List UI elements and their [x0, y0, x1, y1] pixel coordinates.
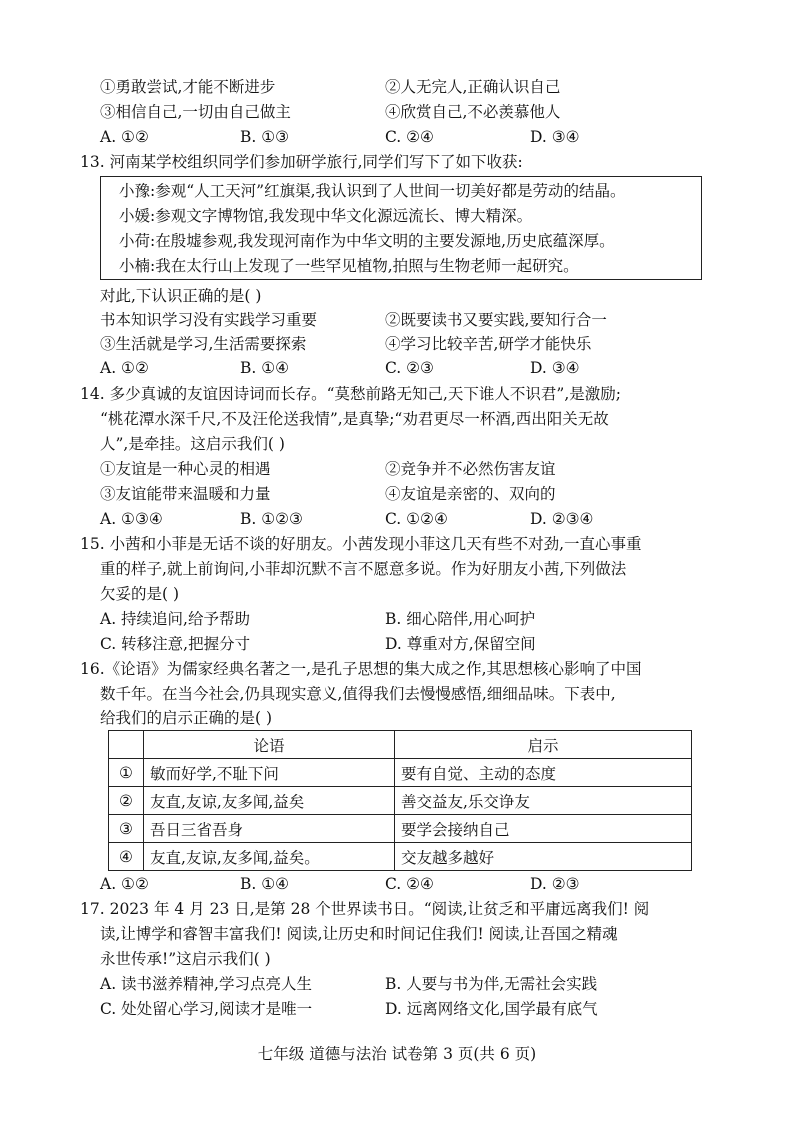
q12-option-2: ②人无完人,正确认识自己: [385, 78, 561, 96]
q15-line-3: 欠妥的是( ): [100, 585, 180, 603]
q13-box-line-2: 小媛:参观文字博物馆,我发现中华文化源远流长、博大精深。: [119, 207, 533, 225]
q12-choice-a: A. ①②: [100, 128, 149, 146]
table-row: [109, 787, 692, 815]
q13-stem: 13. 河南某学校组织同学们参加研学旅行,同学们写下了如下收获:: [80, 153, 523, 171]
q13-option-3: ③生活就是学习,生活需要探索: [100, 335, 307, 353]
table-cell: 友直,友谅,友多闻,益矣。: [144, 843, 395, 871]
page-footer: 七年级 道德与法治 试卷第 3 页(共 6 页): [257, 1045, 537, 1063]
table-cell: ②: [109, 787, 144, 815]
q13-quote-box: [100, 176, 702, 280]
table-header-cell: 启示: [395, 731, 692, 759]
q12-option-3: ③相信自己,一切由自己做主: [100, 103, 291, 121]
q12-option-1: ①勇敢尝试,才能不断进步: [100, 78, 276, 96]
q14-line-2: “桃花潭水深千尺,不及汪伦送我情”,是真挚;“劝君更尽一杯酒,西出阳关无故: [100, 410, 609, 428]
table-cell: 交友越多越好: [395, 843, 692, 871]
table-cell: 要学会接纳自己: [395, 815, 692, 843]
q13-choice-c: C. ②③: [385, 359, 434, 377]
q14-choice-b: B. ①②③: [240, 510, 303, 528]
q14-option-4: ④友谊是亲密的、双向的: [385, 485, 556, 503]
q17-line-1: 17. 2023 年 4 月 23 日,是第 28 个世界读书日。“阅读,让贫乏和平庸远离我们! 阅: [80, 900, 650, 918]
q12-choice-b: B. ①③: [240, 128, 290, 146]
q17-option-a: A. 读书滋养精神,学习点亮人生: [100, 975, 312, 993]
q14-choice-d: D. ②③④: [530, 510, 594, 528]
table-row: [109, 759, 692, 787]
table-row: [109, 843, 692, 871]
q13-question: 对此,下认识正确的是( ): [100, 287, 262, 305]
q17-line-2: 读,让博学和睿智丰富我们! 阅读,让历史和时间记住我们! 阅读,让吾国之精魂: [100, 925, 618, 943]
q13-box-line-4: 小楠:我在太行山上发现了一些罕见植物,拍照与生物老师一起研究。: [119, 257, 579, 275]
q16-choice-a: A. ①②: [100, 875, 149, 893]
q15-option-d: D. 尊重对方,保留空间: [385, 635, 536, 653]
q15-line-2: 重的样子,就上前询问,小菲却沉默不言不愿意多说。作为好朋友小茜,下列做法: [100, 560, 627, 578]
table-cell: 吾日三省吾身: [144, 815, 395, 843]
table-cell: 敏而好学,不耻下问: [144, 759, 395, 787]
q16-line-1: 16.《论语》为儒家经典名著之一,是孔子思想的集大成之作,其思想核心影响了中国: [80, 660, 642, 678]
q14-choice-a: A. ①③④: [100, 510, 163, 528]
q15-option-a: A. 持续追问,给予帮助: [100, 610, 250, 628]
table-row: [109, 815, 692, 843]
q13-option-4: ④学习比较辛苦,研学才能快乐: [385, 335, 592, 353]
q14-option-2: ②竞争并不必然伤害友谊: [385, 460, 556, 478]
q16-choice-d: D. ②③: [530, 875, 580, 893]
q16-line-3: 给我们的启示正确的是( ): [100, 709, 273, 727]
q12-choice-d: D. ③④: [530, 128, 580, 146]
table-header-cell: [109, 731, 144, 759]
q14-line-3: 人”,是牵挂。这启示我们( ): [100, 435, 285, 453]
q13-box-line-3: 小荷:在殷墟参观,我发现河南作为中华文明的主要发源地,历史底蕴深厚。: [119, 232, 615, 250]
q13-option-2: ②既要读书又要实践,要知行合一: [385, 311, 607, 329]
q12-choice-c: C. ②④: [385, 128, 434, 146]
q15-option-b: B. 细心陪伴,用心呵护: [385, 610, 536, 628]
q16-table: [108, 730, 692, 871]
q16-choice-c: C. ②④: [385, 875, 434, 893]
q13-choice-b: B. ①④: [240, 359, 290, 377]
q15-option-c: C. 转移注意,把握分寸: [100, 635, 251, 653]
table-cell: 要有自觉、主动的态度: [395, 759, 692, 787]
table-cell: ①: [109, 759, 144, 787]
q13-box-line-1: 小豫:参观“人工天河”红旗渠,我认识到了人世间一切美好都是劳动的结晶。: [119, 182, 626, 200]
table-header-cell: 论语: [144, 731, 395, 759]
q17-option-b: B. 人要与书为伴,无需社会实践: [385, 975, 598, 993]
q12-option-4: ④欣赏自己,不必羡慕他人: [385, 103, 561, 121]
q14-choice-c: C. ①②④: [385, 510, 448, 528]
q14-option-3: ③友谊能带来温暖和力量: [100, 485, 271, 503]
q13-choice-d: D. ③④: [530, 359, 580, 377]
q13-choice-a: A. ①②: [100, 359, 149, 377]
q17-option-c: C. 处处留心学习,阅读才是唯一: [100, 1000, 313, 1018]
table-cell: 友直,友谅,友多闻,益矣: [144, 787, 395, 815]
q16-choice-b: B. ①④: [240, 875, 290, 893]
table-cell: ④: [109, 843, 144, 871]
q16-line-2: 数千年。在当今社会,仍具现实意义,值得我们去慢慢感悟,细细品味。下表中,: [100, 685, 616, 703]
q13-option-1: 书本知识学习没有实践学习重要: [100, 311, 318, 329]
table-cell: ③: [109, 815, 144, 843]
q17-line-3: 永世传承!”这启示我们( ): [100, 950, 271, 968]
q15-line-1: 15. 小茜和小菲是无话不谈的好朋友。小茜发现小菲这几天有些不对劲,一直心事重: [80, 535, 642, 553]
q14-line-1: 14. 多少真诚的友谊因诗词而长存。“莫愁前路无知己,天下谁人不识君”,是激励;: [80, 385, 622, 403]
q17-option-d: D. 远离网络文化,国学最有底气: [385, 1000, 598, 1018]
table-cell: 善交益友,乐交诤友: [395, 787, 692, 815]
q14-option-1: ①友谊是一种心灵的相遇: [100, 460, 271, 478]
table-header-row: [109, 731, 692, 759]
